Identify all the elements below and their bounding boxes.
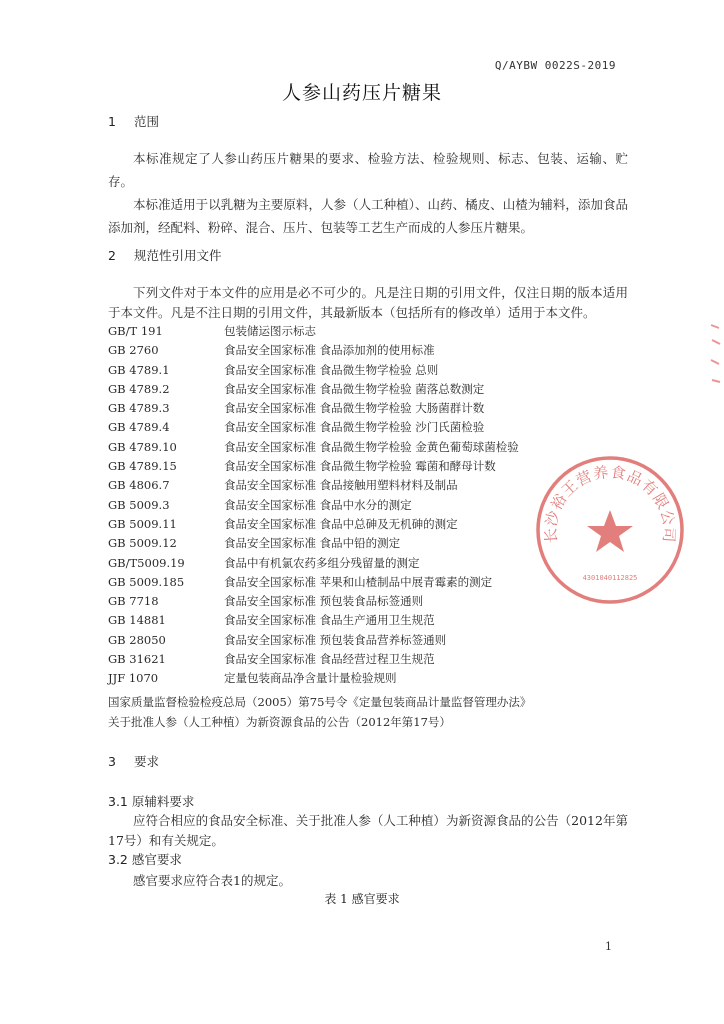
- reference-name: 食品安全国家标准 苹果和山楂制品中展青霉素的测定: [224, 574, 493, 589]
- reference-code: GB 28050: [108, 632, 166, 647]
- reference-name: 食品安全国家标准 预包装食品营养标签通则: [224, 632, 447, 647]
- seal-text: 长沙裕王营养食品有限公司: [541, 462, 679, 544]
- standard-code: Q/AYBW 0022S-2019: [494, 59, 616, 72]
- reference-name: 食品安全国家标准 食品微生物学检验 总则: [224, 362, 439, 377]
- reference-code: GB 4806.7: [108, 478, 170, 493]
- reference-code: GB 5009.185: [108, 574, 185, 589]
- page-number: 1: [605, 940, 612, 953]
- reference-row: [108, 399, 628, 418]
- section-number: 1: [108, 114, 116, 129]
- reference-name: 定量包装商品净含量计量检验规则: [224, 671, 397, 686]
- section-title: 要求: [134, 754, 160, 769]
- reference-code: GB 4789.15: [108, 459, 177, 474]
- reference-name: 食品安全国家标准 食品中水分的测定: [224, 497, 412, 512]
- subsection-3-1-text: 应符合相应的食品安全标准、关于批准人参（人工种植）为新资源食品的公告（2012年第17号）和有关规定。: [108, 813, 628, 848]
- reference-name: 食品安全国家标准 食品生产通用卫生规范: [224, 613, 435, 628]
- subsection-3-2-heading: 3.2 感官要求: [108, 852, 182, 867]
- reference-name: 食品安全国家标准 食品接触用塑料材料及制品: [224, 478, 458, 493]
- section-2-heading: [108, 246, 222, 264]
- reference-row: [108, 341, 628, 360]
- subsection-3-2-body: [108, 869, 628, 892]
- reference-row: [108, 611, 628, 630]
- section-number: 2: [108, 248, 116, 263]
- reference-code: GB 31621: [108, 652, 166, 667]
- scope-paragraphs: [108, 147, 628, 239]
- table-caption: 表 1 感官要求: [324, 892, 400, 906]
- reference-code: GB 2760: [108, 343, 159, 358]
- company-seal-icon: [530, 450, 690, 610]
- reference-name: 食品安全国家标准 食品微生物学检验 大肠菌群计数: [224, 401, 485, 416]
- reference-name: 食品安全国家标准 食品微生物学检验 沙门氏菌检验: [224, 420, 485, 435]
- reference-name: 食品安全国家标准 食品经营过程卫生规范: [224, 652, 435, 667]
- reference-name: 食品安全国家标准 食品微生物学检验 霉菌和酵母计数: [224, 459, 496, 474]
- section-title: 规范性引用文件: [134, 248, 222, 263]
- reference-name: 食品安全国家标准 食品中铅的测定: [224, 536, 401, 551]
- reference-row: [108, 380, 628, 399]
- seal-number: 4301040112825: [582, 574, 638, 582]
- reference-name: 食品安全国家标准 食品微生物学检验 金黄色葡萄球菌检验: [224, 439, 519, 454]
- normative-intro: [108, 283, 628, 323]
- reference-name: 食品安全国家标准 食品中总砷及无机砷的测定: [224, 516, 458, 531]
- subsection-3-1-heading: 3.1 原辅料要求: [108, 794, 195, 809]
- reference-extra-1: 国家质量监督检验检疫总局（2005）第75号令《定量包装商品计量监督管理办法》: [108, 695, 532, 709]
- subsection-3-2-text: 感官要求应符合表1的规定。: [133, 873, 291, 888]
- reference-name: 包装储运图示标志: [224, 324, 316, 338]
- normative-intro-text: 下列文件对于本文件的应用是必不可少的。凡是注日期的引用文件，仅注日期的版本适用于本文件。凡是不注日期的引用文件，其最新版本（包括所有的修改单）适用于本文件。: [108, 285, 628, 320]
- reference-name: 食品安全国家标准 食品添加剂的使用标准: [224, 343, 435, 358]
- reference-code: GB 5009.11: [108, 516, 177, 531]
- scope-paragraph-2: 本标准适用于以乳糖为主要原料，人参（人工种植）、山药、橘皮、山楂为辅料，添加食品添加剂，经配料、粉碎、混合、压片、包装等工艺生产而成的人参压片糖果。: [108, 197, 628, 235]
- reference-row: [108, 361, 628, 380]
- reference-code: GB 4789.2: [108, 381, 170, 396]
- reference-name: 食品安全国家标准 食品微生物学检验 菌落总数测定: [224, 381, 485, 396]
- section-title: 范围: [134, 114, 160, 129]
- reference-code: GB 14881: [108, 613, 166, 628]
- section-1-heading: [108, 112, 159, 130]
- section-3-heading: [108, 752, 159, 770]
- reference-code: JJF 1070: [108, 671, 159, 686]
- scope-paragraph-1: 本标准规定了人参山药压片糖果的要求、检验方法、检验规则、标志、包装、运输、贮存。: [108, 151, 628, 189]
- reference-code: GB 5009.12: [108, 536, 177, 551]
- reference-extra-2: 关于批准人参（人工种植）为新资源食品的公告（2012年第17号）: [108, 715, 451, 729]
- reference-row: [108, 631, 628, 650]
- section-number: 3: [108, 754, 116, 769]
- reference-code: GB 5009.3: [108, 497, 170, 512]
- reference-row: [108, 322, 628, 341]
- reference-name: 食品安全国家标准 预包装食品标签通则: [224, 594, 424, 609]
- document-title: 人参山药压片糖果: [281, 82, 442, 104]
- edge-seal-mark-icon: [709, 320, 721, 400]
- reference-code: GB 4789.10: [108, 439, 177, 454]
- reference-code: GB/T5009.19: [108, 555, 185, 570]
- reference-code: GB/T 191: [108, 324, 163, 338]
- subsection-3-1-body: [108, 811, 628, 851]
- reference-row: [108, 418, 628, 437]
- reference-code: GB 4789.3: [108, 401, 170, 416]
- reference-row: [108, 669, 628, 688]
- reference-code: GB 4789.4: [108, 420, 170, 435]
- reference-code: GB 4789.1: [108, 362, 170, 377]
- reference-code: GB 7718: [108, 594, 159, 609]
- reference-name: 食品中有机氯农药多组分残留量的测定: [224, 555, 420, 570]
- reference-row: [108, 650, 628, 669]
